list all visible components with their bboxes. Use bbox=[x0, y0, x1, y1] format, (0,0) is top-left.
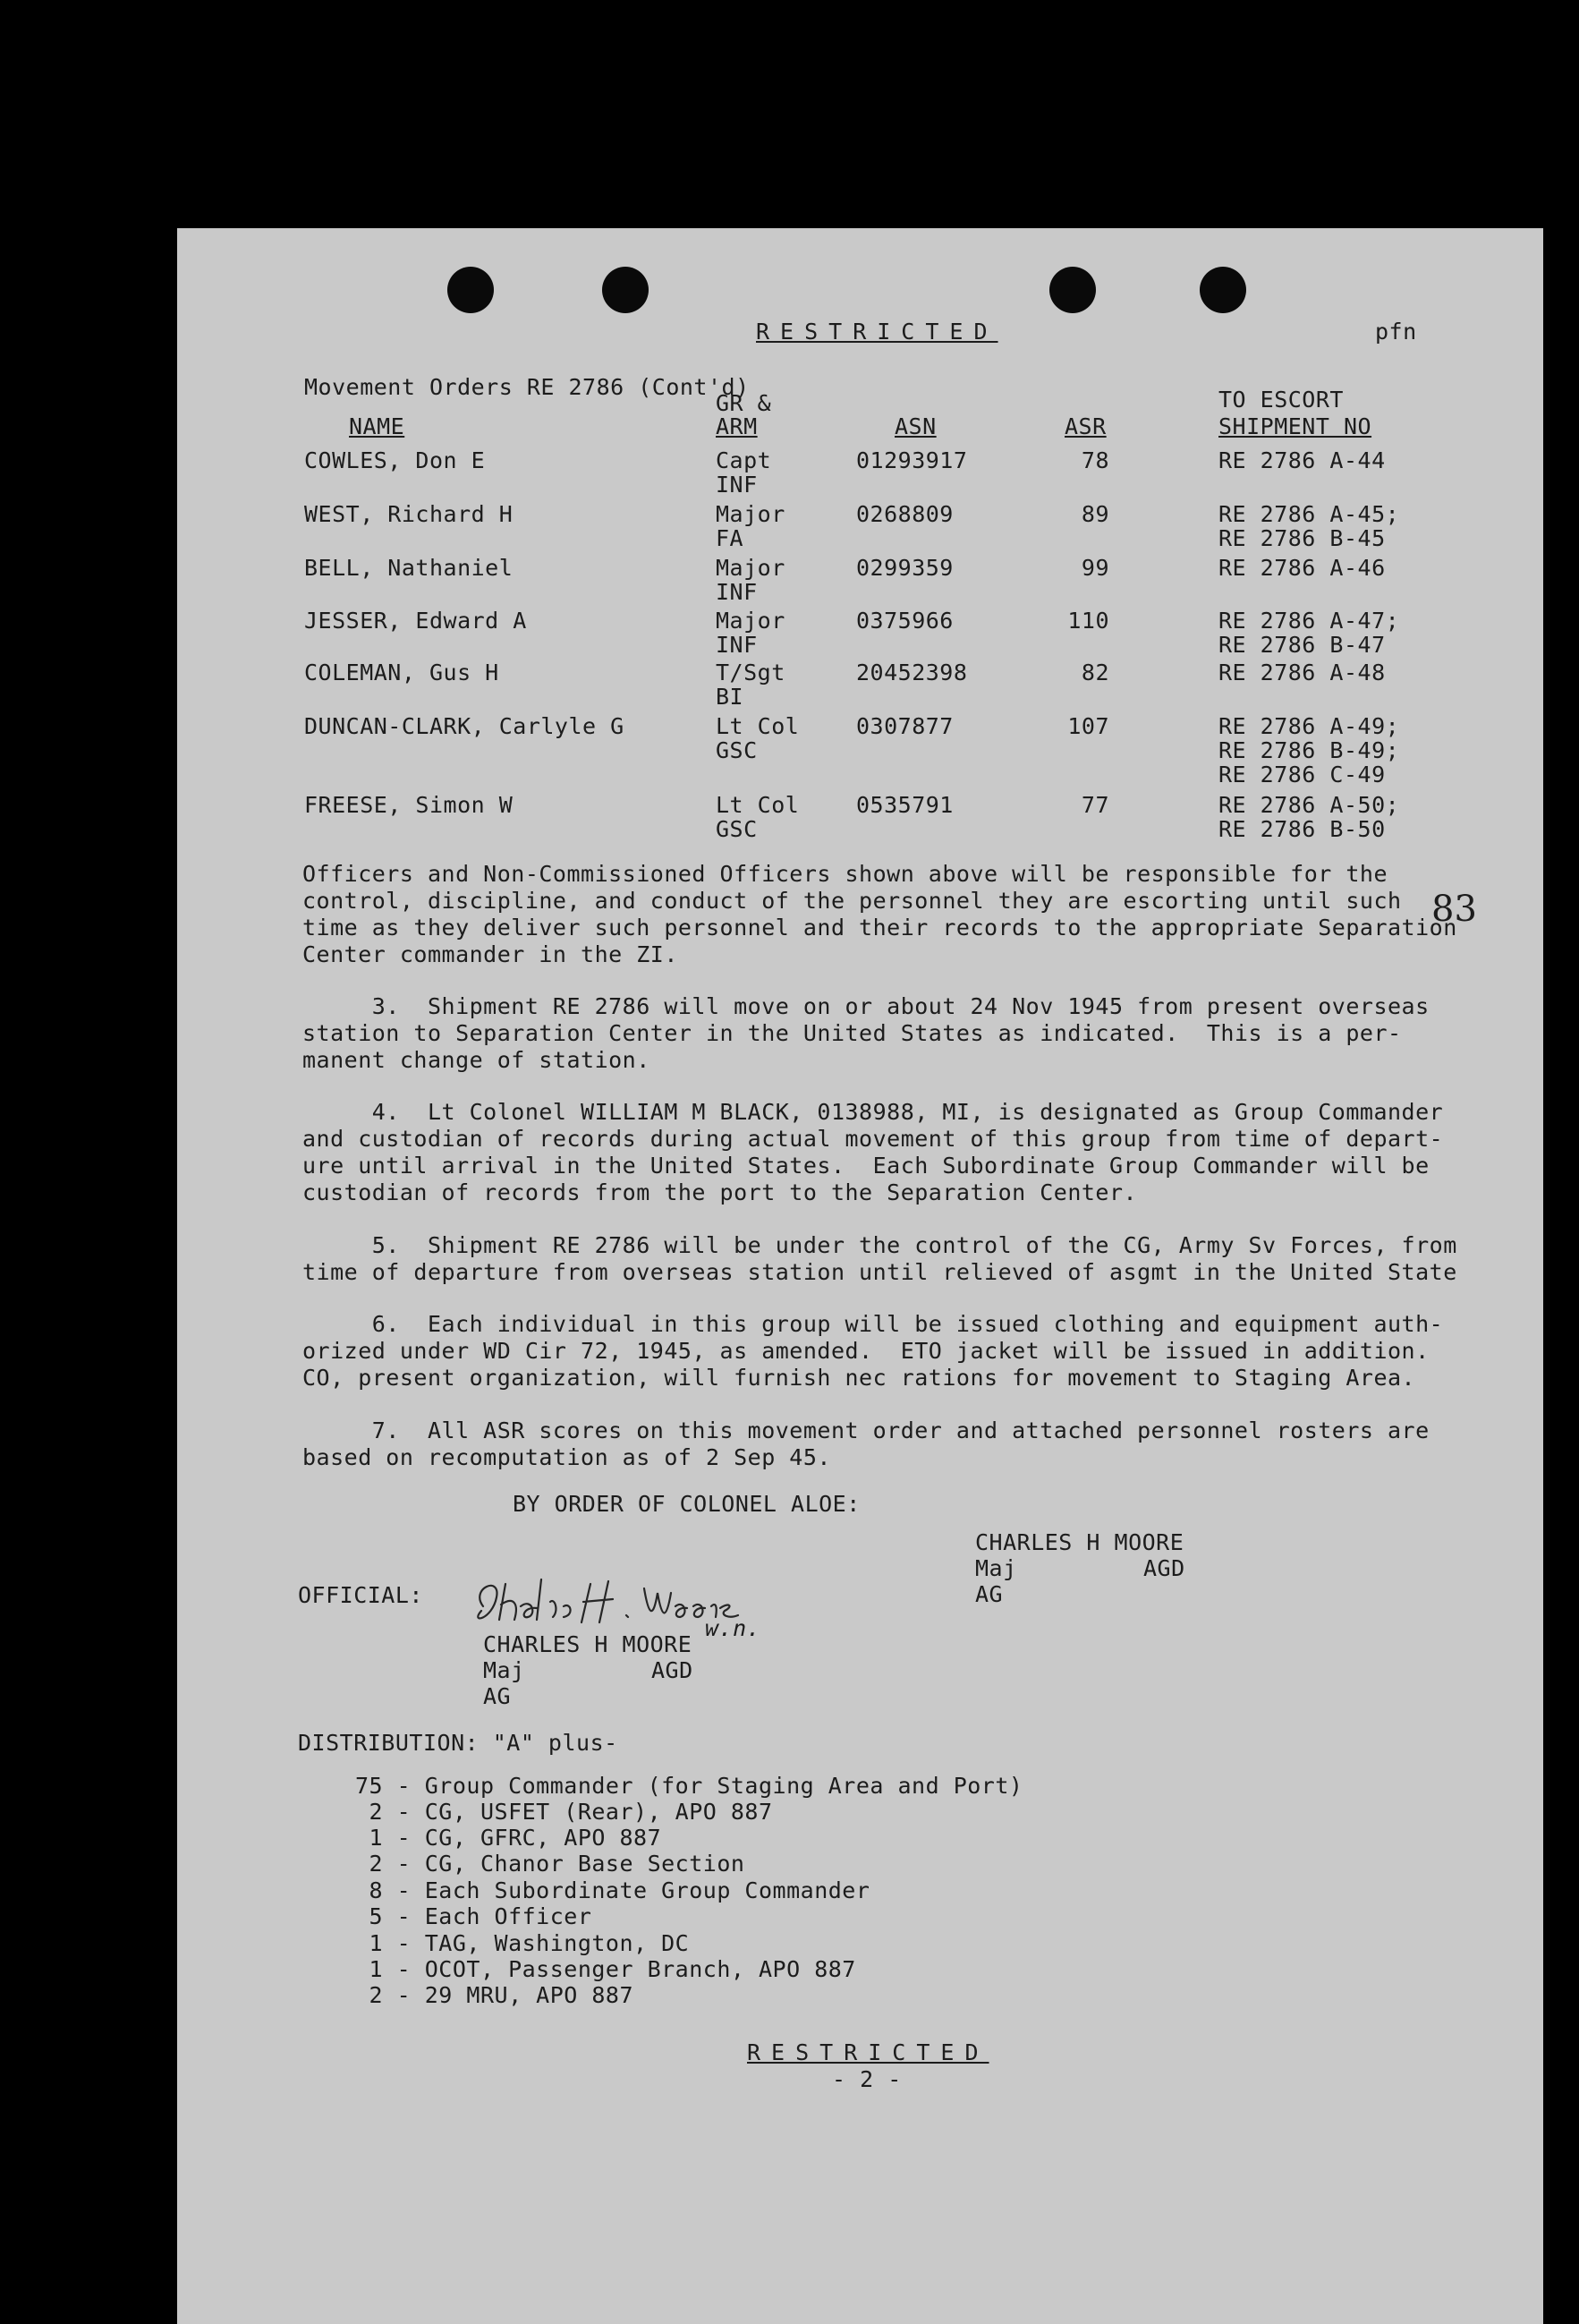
row-shipment: RE 2786 A-44 bbox=[1218, 447, 1386, 473]
row-shipment: RE 2786 A-46 bbox=[1218, 555, 1386, 581]
row-shipment: RE 2786 A-47; bbox=[1218, 608, 1400, 634]
row-grade: Major bbox=[716, 501, 785, 527]
official-rank: Maj bbox=[483, 1657, 525, 1683]
margin-page-number: 83 bbox=[1431, 889, 1477, 930]
officers-paragraph: Officers and Non-Commissioned Officers shown above will be responsible for the control, discipline, and conduct of the personnel they are escorting until such time as they deliver such personnel and their records to the appropriate Separation Center commander in the ZI. bbox=[302, 861, 1457, 967]
distribution-label: DISTRIBUTION: "A" plus- bbox=[298, 1730, 618, 1756]
row-shipment: RE 2786 B-47 bbox=[1218, 632, 1386, 658]
column-header-escort: TO ESCORT bbox=[1218, 387, 1344, 413]
row-shipment: RE 2786 B-49; bbox=[1218, 737, 1400, 763]
row-name: WEST, Richard H bbox=[304, 501, 514, 527]
list-item: 2 - CG, Chanor Base Section bbox=[355, 1851, 745, 1877]
row-arm: BI bbox=[716, 684, 744, 710]
row-shipment: RE 2786 B-50 bbox=[1218, 816, 1386, 842]
document-title: Movement Orders RE 2786 (Cont'd) bbox=[304, 374, 750, 400]
classification-header: RESTRICTED bbox=[756, 319, 998, 345]
list-item: 1 - OCOT, Passenger Branch, APO 887 bbox=[355, 1956, 856, 1982]
signer-title: AG bbox=[975, 1581, 1004, 1607]
column-header-arm: ARM bbox=[716, 413, 758, 439]
row-name: COLEMAN, Gus H bbox=[304, 660, 499, 685]
paragraph-6: 6. Each individual in this group will be issued clothing and equipment auth- orized under WD Cir 72, 1945, as amended. ETO jacket will be issued in addition. CO, present organization, will furnish nec rations for movement to Staging Area. bbox=[302, 1311, 1444, 1391]
row-name: DUNCAN-CLARK, Carlyle G bbox=[304, 713, 624, 739]
row-name: BELL, Nathaniel bbox=[304, 555, 514, 581]
row-shipment: RE 2786 A-45; bbox=[1218, 501, 1400, 527]
paragraph-7: 7. All ASR scores on this movement order and attached personnel rosters are based on recomputation as of 2 Sep 45. bbox=[302, 1417, 1430, 1470]
row-arm: FA bbox=[716, 525, 744, 551]
signature-initials: w.n. bbox=[705, 1615, 761, 1641]
column-header-asr: ASR bbox=[1065, 413, 1107, 439]
paragraph-5: 5. Shipment RE 2786 will be under the control of the CG, Army Sv Forces, from time of departure from overseas station until relieved of asgmt in the United State bbox=[302, 1232, 1457, 1285]
row-asn: 0307877 bbox=[856, 713, 954, 739]
column-header-gr: GR & bbox=[716, 390, 772, 416]
file-mark: pfn bbox=[1375, 319, 1417, 345]
list-item: 1 - TAG, Washington, DC bbox=[355, 1930, 690, 1956]
row-arm: INF bbox=[716, 579, 758, 605]
punch-hole bbox=[1200, 267, 1246, 313]
signer-branch: AGD bbox=[1143, 1555, 1185, 1581]
punch-hole bbox=[1049, 267, 1096, 313]
row-grade: Major bbox=[716, 555, 785, 581]
row-asn: 0299359 bbox=[856, 555, 954, 581]
row-name: JESSER, Edward A bbox=[304, 608, 527, 634]
list-item: 2 - 29 MRU, APO 887 bbox=[355, 1982, 634, 2008]
list-item: 75 - Group Commander (for Staging Area and Port) bbox=[355, 1773, 1023, 1799]
row-grade: Capt bbox=[716, 447, 772, 473]
row-shipment: RE 2786 A-48 bbox=[1218, 660, 1386, 685]
row-name: FREESE, Simon W bbox=[304, 792, 514, 818]
row-arm: GSC bbox=[716, 816, 758, 842]
row-asr: 77 bbox=[1081, 792, 1109, 818]
by-order-line: BY ORDER OF COLONEL ALOE: bbox=[513, 1491, 861, 1517]
punch-hole bbox=[602, 267, 649, 313]
column-header-name: NAME bbox=[349, 413, 405, 439]
official-label: OFFICIAL: bbox=[298, 1582, 423, 1608]
row-grade: Major bbox=[716, 608, 785, 634]
row-asr: 89 bbox=[1081, 501, 1109, 527]
signer-rank: Maj bbox=[975, 1555, 1017, 1581]
row-asr: 99 bbox=[1081, 555, 1109, 581]
row-asn: 0535791 bbox=[856, 792, 954, 818]
row-arm: GSC bbox=[716, 737, 758, 763]
row-shipment: RE 2786 B-45 bbox=[1218, 525, 1386, 551]
official-title: AG bbox=[483, 1683, 512, 1709]
row-asn: 0268809 bbox=[856, 501, 954, 527]
paragraph-4: 4. Lt Colonel WILLIAM M BLACK, 0138988, MI, is designated as Group Commander and custodian of records during actual movement of this group from time of depart- ure until arrival in the United States. Each Subordinate Group Commander will be custodian of records from the port to the Separation Center. bbox=[302, 1099, 1444, 1205]
row-grade: Lt Col bbox=[716, 713, 800, 739]
list-item: 5 - Each Officer bbox=[355, 1903, 592, 1929]
list-item: 8 - Each Subordinate Group Commander bbox=[355, 1877, 870, 1903]
official-name: CHARLES H MOORE bbox=[483, 1631, 692, 1657]
signer-name: CHARLES H MOORE bbox=[975, 1529, 1184, 1555]
row-arm: INF bbox=[716, 632, 758, 658]
row-asn: 0375966 bbox=[856, 608, 954, 634]
classification-footer: RESTRICTED bbox=[747, 2039, 989, 2065]
column-header-shipment: SHIPMENT NO bbox=[1218, 413, 1372, 439]
row-shipment: RE 2786 C-49 bbox=[1218, 762, 1386, 787]
row-shipment: RE 2786 A-50; bbox=[1218, 792, 1400, 818]
row-arm: INF bbox=[716, 472, 758, 498]
row-asn: 20452398 bbox=[856, 660, 968, 685]
paragraph-3: 3. Shipment RE 2786 will move on or about 24 Nov 1945 from present overseas station to Separation Center in the United States as indicated. This is a per- manent change of station. bbox=[302, 993, 1430, 1073]
list-item: 1 - CG, GFRC, APO 887 bbox=[355, 1825, 662, 1851]
row-grade: T/Sgt bbox=[716, 660, 785, 685]
page-number: - 2 - bbox=[832, 2066, 902, 2092]
list-item: 2 - CG, USFET (Rear), APO 887 bbox=[355, 1799, 773, 1825]
row-asr: 78 bbox=[1081, 447, 1109, 473]
column-header-asn: ASN bbox=[895, 413, 937, 439]
punch-hole bbox=[447, 267, 494, 313]
row-name: COWLES, Don E bbox=[304, 447, 486, 473]
row-asn: 01293917 bbox=[856, 447, 968, 473]
row-asr: 82 bbox=[1081, 660, 1109, 685]
row-asr: 110 bbox=[1067, 608, 1109, 634]
official-branch: AGD bbox=[651, 1657, 693, 1683]
row-shipment: RE 2786 A-49; bbox=[1218, 713, 1400, 739]
row-asr: 107 bbox=[1067, 713, 1109, 739]
row-grade: Lt Col bbox=[716, 792, 800, 818]
